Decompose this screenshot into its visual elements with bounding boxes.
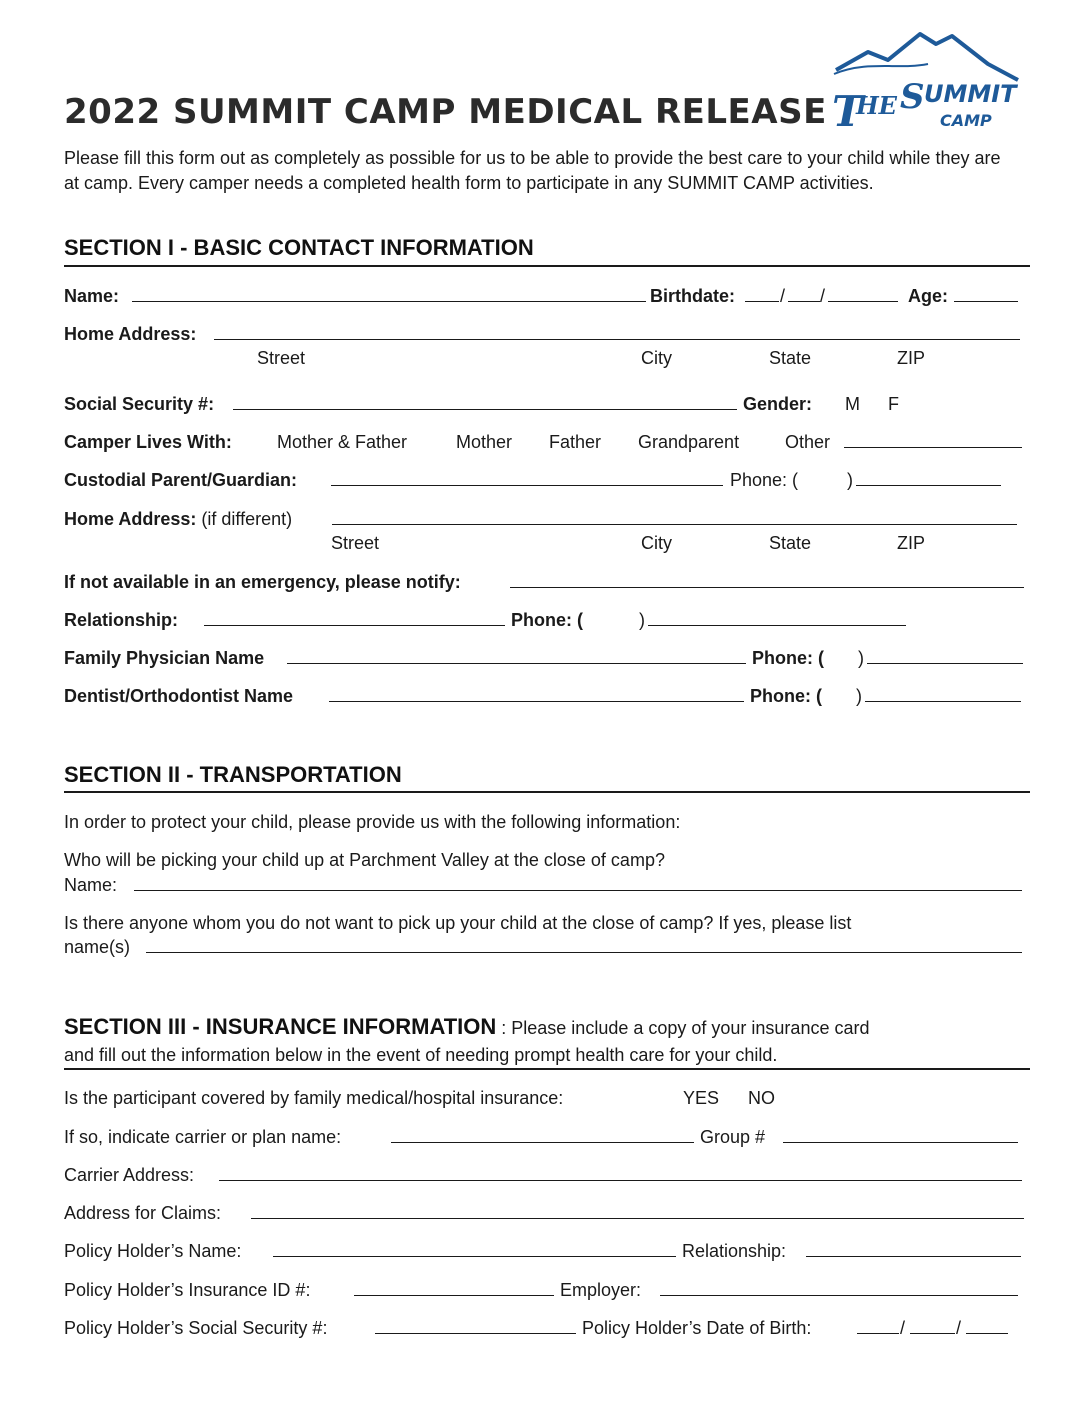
lives-other-field[interactable] xyxy=(844,447,1022,448)
birth-month-field[interactable] xyxy=(745,301,779,302)
employer-label: Employer: xyxy=(560,1280,642,1300)
lives-option-grandparent[interactable]: Grandparent xyxy=(638,432,740,452)
svg-text:HE: HE xyxy=(856,91,897,120)
birth-year-field[interactable] xyxy=(828,301,898,302)
state-caption-2: State xyxy=(769,533,812,553)
covered-no-option[interactable]: NO xyxy=(748,1088,775,1108)
physician-phone-close: ) xyxy=(858,648,864,668)
birthdate-sep-1: / xyxy=(780,286,786,306)
restricted-question: Is there anyone whom you do not want to pick up your child at the close of camp? If yes, please list xyxy=(64,913,852,933)
holder-dob-day-field[interactable] xyxy=(910,1333,955,1334)
holder-dob-sep-1: / xyxy=(900,1318,906,1338)
section-3-heading-note-2: and fill out the information below in the event of needing prompt health care for your child. xyxy=(64,1045,778,1065)
gender-option-f[interactable]: F xyxy=(888,394,899,414)
svg-text:CAMP: CAMP xyxy=(940,111,992,130)
gender-label: Gender: xyxy=(743,394,813,414)
section-3-heading-line xyxy=(64,1014,869,1040)
carrier-label: If so, indicate carrier or plan name: xyxy=(64,1127,342,1147)
dentist-phone-label: Phone: ( xyxy=(750,686,822,706)
holder-name-label: Policy Holder’s Name: xyxy=(64,1241,242,1261)
name-field[interactable] xyxy=(132,301,646,302)
group-field[interactable] xyxy=(783,1142,1018,1143)
section-2-heading: SECTION II - TRANSPORTATION xyxy=(64,762,402,787)
holder-dob-month-field[interactable] xyxy=(857,1333,899,1334)
section-1-heading: SECTION I - BASIC CONTACT INFORMATION xyxy=(64,235,534,260)
carrier-address-label: Carrier Address: xyxy=(64,1165,195,1185)
intro-paragraph: Please fill this form out as completely as possible for us to be able to provide the best care to your child while they are at camp. Every camper needs a completed health form to participate in any SUMMIT CAMP activities. xyxy=(64,148,1001,193)
lives-option-mother[interactable]: Mother xyxy=(456,432,513,452)
name-label: Name: xyxy=(64,286,120,306)
lives-option-father[interactable]: Father xyxy=(549,432,602,452)
home-address-label: Home Address: xyxy=(64,324,197,344)
holder-ssn-field[interactable] xyxy=(375,1333,576,1334)
svg-text:S: S xyxy=(900,77,925,117)
street-caption-2: Street xyxy=(331,533,380,553)
holder-name-field[interactable] xyxy=(273,1256,676,1257)
home-address-2-note: (if different) xyxy=(201,509,293,529)
holder-dob-label: Policy Holder’s Date of Birth: xyxy=(582,1318,812,1338)
street-caption: Street xyxy=(257,348,306,368)
dentist-phone-field[interactable] xyxy=(865,701,1021,702)
emergency-field[interactable] xyxy=(510,587,1024,588)
group-label: Group # xyxy=(700,1127,766,1147)
zip-caption: ZIP xyxy=(897,348,926,368)
state-caption: State xyxy=(769,348,812,368)
ssn-label: Social Security #: xyxy=(64,394,215,414)
physician-field[interactable] xyxy=(287,663,746,664)
lives-option-other[interactable]: Other xyxy=(785,432,831,452)
home-address-2-label: Home Address: xyxy=(64,509,197,529)
custodial-phone-field[interactable] xyxy=(856,485,1001,486)
physician-label: Family Physician Name xyxy=(64,648,265,668)
pickup-question: Who will be picking your child up at Parchment Valley at the close of camp? xyxy=(64,850,665,870)
age-field[interactable] xyxy=(954,301,1018,302)
home-address-2-field[interactable] xyxy=(332,524,1017,525)
section-3-heading-note: : Please include a copy of your insurance card xyxy=(496,1018,870,1038)
dentist-field[interactable] xyxy=(329,701,744,702)
svg-text:T: T xyxy=(832,87,864,136)
svg-text:UMMIT: UMMIT xyxy=(924,80,1017,108)
relationship-label: Relationship: xyxy=(64,610,179,630)
carrier-address-field[interactable] xyxy=(219,1180,1022,1181)
section-3-divider xyxy=(64,1068,1030,1070)
restricted-names-label: name(s) xyxy=(64,937,131,957)
age-label: Age: xyxy=(908,286,948,306)
relationship-phone-label: Phone: ( xyxy=(511,610,583,630)
claims-address-label: Address for Claims: xyxy=(64,1203,222,1223)
birthdate-label: Birthdate: xyxy=(650,286,735,306)
holder-relationship-field[interactable] xyxy=(806,1256,1021,1257)
restricted-names-field[interactable] xyxy=(146,952,1022,953)
section-2-divider xyxy=(64,791,1030,793)
birth-day-field[interactable] xyxy=(788,301,820,302)
physician-phone-field[interactable] xyxy=(867,663,1023,664)
summit-camp-logo xyxy=(828,30,1028,142)
holder-ssn-label: Policy Holder’s Social Security #: xyxy=(64,1318,328,1338)
relationship-phone-field[interactable] xyxy=(648,625,906,626)
page-title: 2022 SUMMIT CAMP MEDICAL RELEASE xyxy=(64,92,827,132)
city-caption-2: City xyxy=(641,533,672,553)
ssn-field[interactable] xyxy=(233,409,737,410)
gender-option-m[interactable]: M xyxy=(845,394,860,414)
pickup-name-field[interactable] xyxy=(134,890,1022,891)
holder-id-field[interactable] xyxy=(354,1295,554,1296)
custodial-field[interactable] xyxy=(331,485,723,486)
dentist-label: Dentist/Orthodontist Name xyxy=(64,686,294,706)
home-address-2-label-wrap xyxy=(64,508,292,530)
holder-id-label: Policy Holder’s Insurance ID #: xyxy=(64,1280,311,1300)
physician-phone-label: Phone: ( xyxy=(752,648,824,668)
birthdate-sep-2: / xyxy=(820,286,826,306)
section-3-heading: SECTION III - INSURANCE INFORMATION xyxy=(64,1014,497,1039)
section-1-divider xyxy=(64,265,1030,267)
covered-yes-option[interactable]: YES xyxy=(683,1088,720,1108)
pickup-name-label: Name: xyxy=(64,875,118,895)
zip-caption-2: ZIP xyxy=(897,533,926,553)
emergency-label: If not available in an emergency, please notify: xyxy=(64,572,461,592)
holder-relationship-label: Relationship: xyxy=(682,1241,787,1261)
dentist-phone-close: ) xyxy=(856,686,862,706)
city-caption: City xyxy=(641,348,672,368)
transport-intro: In order to protect your child, please provide us with the following information: xyxy=(64,812,681,832)
holder-dob-sep-2: / xyxy=(956,1318,962,1338)
holder-dob-year-field[interactable] xyxy=(966,1333,1008,1334)
relationship-field[interactable] xyxy=(204,625,505,626)
carrier-field[interactable] xyxy=(391,1142,694,1143)
custodial-phone-label: Phone: ( xyxy=(730,470,799,490)
claims-address-field[interactable] xyxy=(251,1218,1024,1219)
custodial-phone-close: ) xyxy=(847,470,853,490)
lives-with-label: Camper Lives With: xyxy=(64,432,232,452)
lives-option-mother-father[interactable]: Mother & Father xyxy=(277,432,408,452)
custodial-label: Custodial Parent/Guardian: xyxy=(64,470,298,490)
relationship-phone-close: ) xyxy=(639,610,645,630)
home-address-field[interactable] xyxy=(214,339,1020,340)
mountain-logo-icon xyxy=(828,30,1028,142)
employer-field[interactable] xyxy=(660,1295,1018,1296)
covered-question: Is the participant covered by family medical/hospital insurance: xyxy=(64,1088,564,1108)
